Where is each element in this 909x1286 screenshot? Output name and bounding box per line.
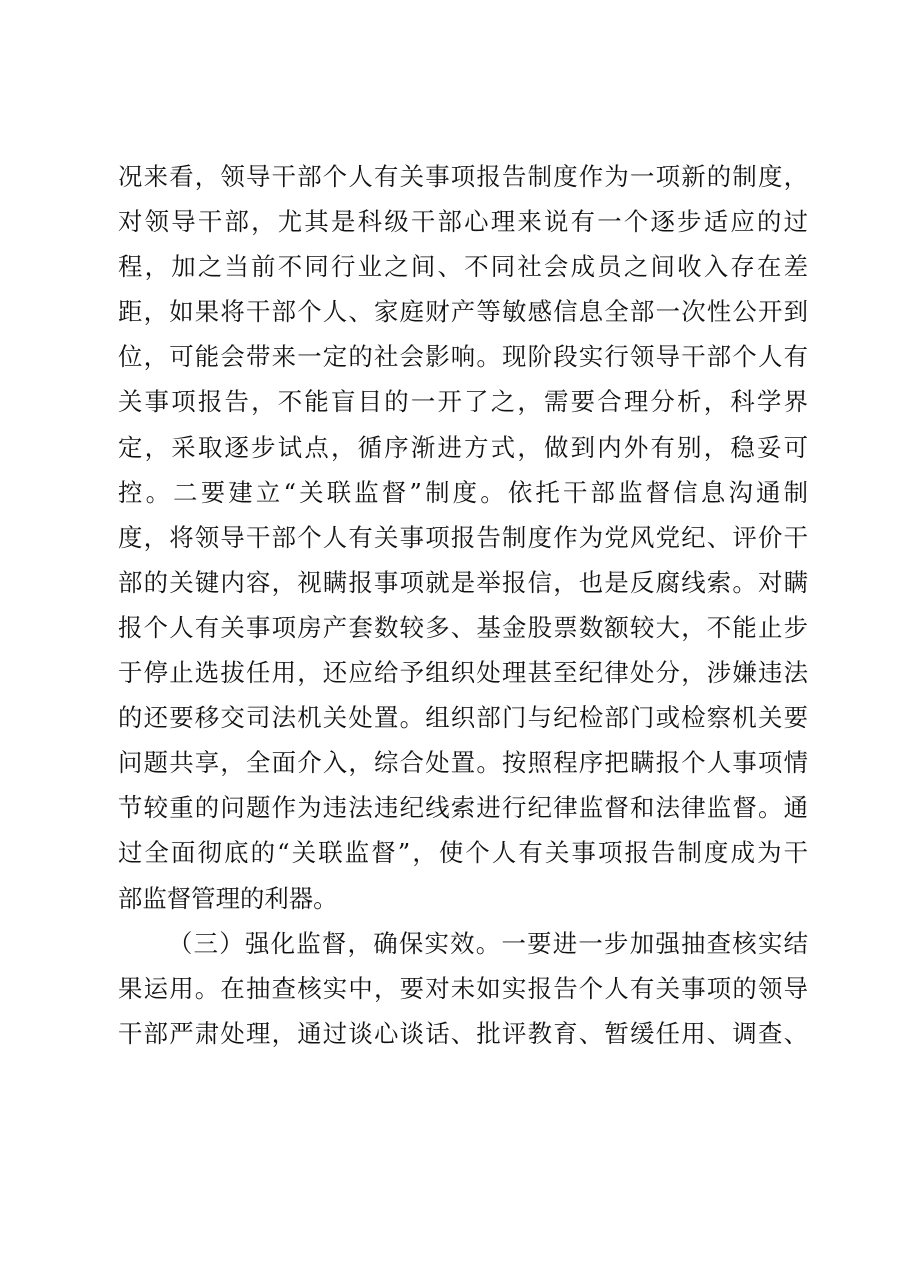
text-line: 果运用。在抽查核实中，要对未如实报告个人有关事项的领导 xyxy=(118,973,808,1003)
text-line: 距，如果将干部个人、家庭财产等敏感信息全部一次性公开到 xyxy=(118,297,808,327)
paragraph-end-line: 部监督管理的利器。 xyxy=(118,883,338,913)
text-line: 报个人有关事项房产套数较多、基金股票数额较大，不能止步 xyxy=(118,612,808,642)
text-line: 程，加之当前不同行业之间、不同社会成员之间收入存在差 xyxy=(118,252,808,282)
text-line: 位，可能会带来一定的社会影响。现阶段实行领导干部个人有 xyxy=(118,342,808,372)
text-line: 关事项报告，不能盲目的一开了之，需要合理分析，科学界 xyxy=(118,387,808,417)
text-line: 问题共享，全面介入，综合处置。按照程序把瞒报个人事项情 xyxy=(118,748,808,778)
text-line: 控。二要建立“关联监督”制度。依托干部监督信息沟通制 xyxy=(118,477,808,507)
text-line: 度，将领导干部个人有关事项报告制度作为党风党纪、评价干 xyxy=(118,522,808,552)
text-line: 干部严肃处理，通过谈心谈话、批评教育、暂缓任用、调查、 xyxy=(118,1018,808,1048)
section-heading-line: （三）强化监督，确保实效。一要进一步加强抽查核实结 xyxy=(168,928,808,958)
text-line: 过全面彻底的“关联监督”，使个人有关事项报告制度成为干 xyxy=(118,838,808,868)
document-body xyxy=(118,154,808,1056)
text-line: 于停止选拔任用，还应给予组织处理甚至纪律处分，涉嫌违法 xyxy=(118,658,808,688)
text-line: 对领导干部，尤其是科级干部心理来说有一个逐步适应的过 xyxy=(118,207,808,237)
text-line: 的还要移交司法机关处置。组织部门与纪检部门或检察机关要 xyxy=(118,703,808,733)
text-line: 部的关键内容，视瞒报事项就是举报信，也是反腐线索。对瞒 xyxy=(118,567,808,597)
text-line: 况来看，领导干部个人有关事项报告制度作为一项新的制度， xyxy=(118,162,808,191)
text-line: 节较重的问题作为违法违纪线索进行纪律监督和法律监督。通 xyxy=(118,793,808,823)
text-line: 定，采取逐步试点，循序渐进方式，做到内外有别，稳妥可 xyxy=(118,432,808,462)
